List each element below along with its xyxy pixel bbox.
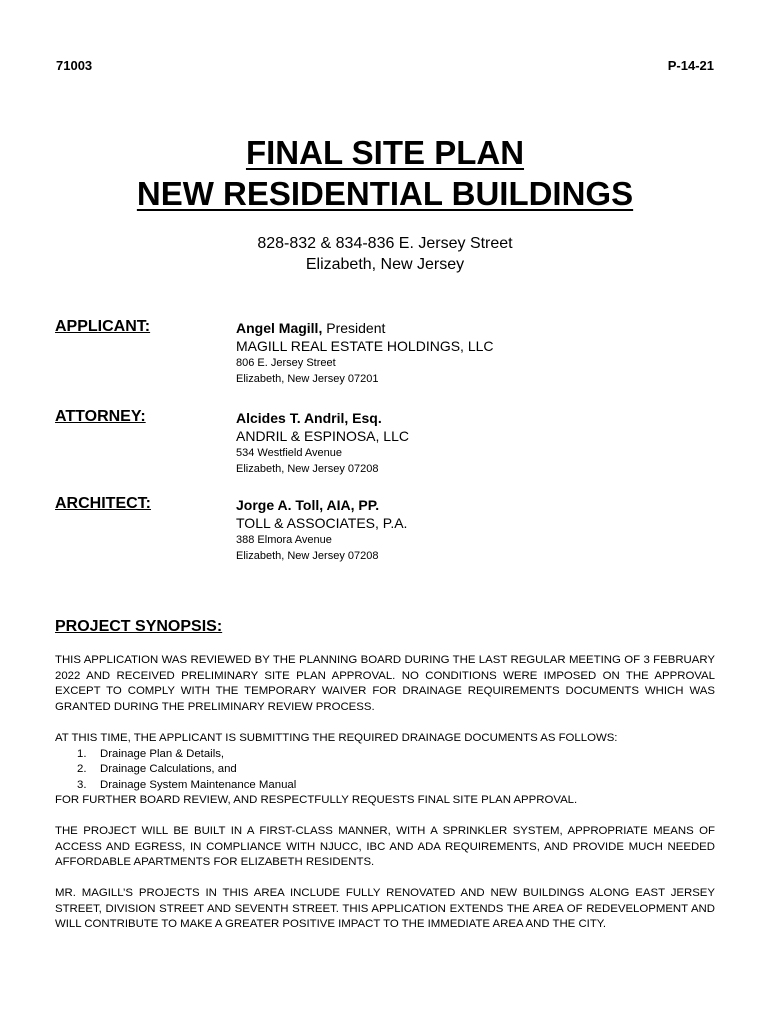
applicant-city: Elizabeth, New Jersey 07201 <box>236 373 379 385</box>
synopsis-paragraph-3: THE PROJECT WILL BE BUILT IN A FIRST-CLASS MANNER, WITH A SPRINKLER SYSTEM, APPROPRIATE MEANS OF ACCESS AND EGRESS, IN COMPLIANCE WITH NJUCC, IBC AND ADA REQUIREMENTS, AND PROVIDE MUCH NEEDED AFFORDABLE APARTMENTS FOR ELIZABETH RESIDENTS. <box>55 825 715 869</box>
architect-name: Jorge A. Toll, AIA, PP. <box>236 497 380 513</box>
document-code: 71003 <box>56 58 93 73</box>
list-intro: AT THIS TIME, THE APPLICANT IS SUBMITTING THE REQUIRED DRAINAGE DOCUMENTS AS FOLLOWS: <box>55 732 618 744</box>
applicant-label: APPLICANT: <box>55 318 151 335</box>
applicant-street: 806 E. Jersey Street <box>236 357 336 369</box>
attorney-firm: ANDRIL & ESPINOSA, LLC <box>236 428 409 444</box>
architect-firm: TOLL & ASSOCIATES, P.A. <box>236 515 408 531</box>
architect-city: Elizabeth, New Jersey 07208 <box>236 550 379 562</box>
applicant-firm: MAGILL REAL ESTATE HOLDINGS, LLC <box>236 338 494 354</box>
attorney-street: 534 Westfield Avenue <box>236 447 343 459</box>
attorney-city: Elizabeth, New Jersey 07208 <box>236 463 379 475</box>
applicant-name: Angel Magill, President <box>236 320 386 336</box>
architect-street: 388 Elmora Avenue <box>236 534 332 546</box>
page-title-line1: FINAL SITE PLAN <box>245 134 525 171</box>
site-address-line1: 828-832 & 834-836 E. Jersey Street <box>257 235 513 252</box>
synopsis-paragraph-4: MR. MAGILL’S PROJECTS IN THIS AREA INCLUDE FULLY RENOVATED AND NEW BUILDINGS ALONG EAST JERSEY STREET, DIVISION STREET AND SEVENTH STREET. THIS APPLICATION EXTENDS THE AREA OF REDEVELOPMENT AND WILL CONTRIBUTE TO MAKE A GREATER POSITIVE IMPACT TO THE IMMEDIATE AREA AND THE CITY. <box>55 887 715 931</box>
drainage-documents-list <box>55 731 715 809</box>
page-title-line2: NEW RESIDENTIAL BUILDINGS <box>136 175 634 212</box>
list-item: 2. Drainage Calculations, and <box>77 763 237 776</box>
architect-label: ARCHITECT: <box>55 495 151 512</box>
site-address-line2: Elizabeth, New Jersey <box>305 256 465 273</box>
architect-block <box>236 496 407 564</box>
attorney-label: ATTORNEY: <box>55 408 146 425</box>
applicant-block <box>236 319 494 387</box>
list-outro: FOR FURTHER BOARD REVIEW, AND RESPECTFULLY REQUESTS FINAL SITE PLAN APPROVAL. <box>55 794 578 807</box>
list-item: 3. Drainage System Maintenance Manual <box>77 778 297 791</box>
list-item: 1. Drainage Plan & Details, <box>77 747 225 760</box>
attorney-block <box>236 409 409 477</box>
file-number: P-14-21 <box>667 58 714 73</box>
synopsis-paragraph-1: THIS APPLICATION WAS REVIEWED BY THE PLANNING BOARD DURING THE LAST REGULAR MEETING OF 3 FEBRUARY 2022 AND RECEIVED PRELIMINARY SITE PLAN APPROVAL. NO CONDITIONS WERE IMPOSED ON THE APPROVAL EXCEPT TO COMPLY WITH THE TEMPORARY WAIVER FOR DRAINAGE REQUIREMENTS DOCUMENTS WHICH WAS GRANTED DURING THE PRELIMINARY REVIEW PROCESS. <box>55 654 715 713</box>
synopsis-heading: PROJECT SYNOPSIS: <box>55 618 223 635</box>
attorney-name: Alcides T. Andril, Esq. <box>236 410 382 426</box>
